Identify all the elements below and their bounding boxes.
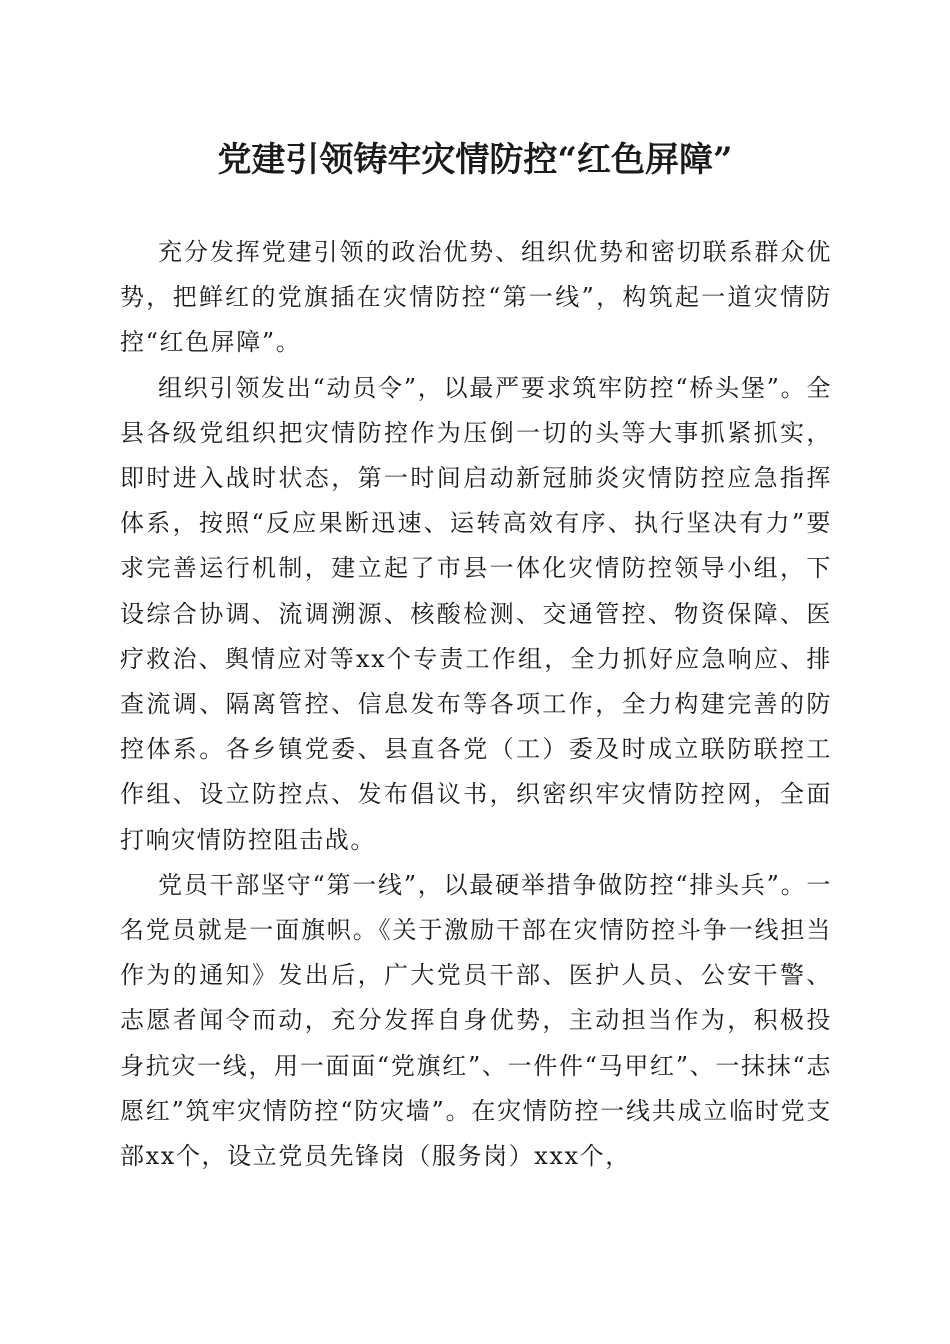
paragraph-party-members: 党员干部坚守“第一线”，以最硬举措争做防控“排头兵”。一名党员就是一面旗帜。《关于激励干部在灾情防控斗争一线担当作为的通知》发出后，广大党员干部、医护人员、公安干警、志愿者闻令而动，充分发挥自身优势，主动担当作为，积极投身抗灾一线，用一面面“党旗红”、一件件“马甲红”、一抹抹“志愿红”筑牢灾情防控“防灾墙”。在灾情防控一线共成立临时党支部xx个，设立党员先锋岗（服务岗）xxx个， xyxy=(120,870,832,1171)
document-title: 党建引领铸牢灾情防控“红色屏障” xyxy=(217,140,733,180)
paragraph-intro: 充分发挥党建引领的政治优势、组织优势和密切联系群众优势，把鲜红的党旗插在灾情防控“第一线”，构筑起一道灾情防控“红色屏障”。 xyxy=(120,238,832,357)
document-body xyxy=(120,230,832,1179)
paragraph-organization: 组织引领发出“动员令”，以最严要求筑牢防控“桥头堡”。全县各级党组织把灾情防控作为压倒一切的头等大事抓紧抓实，即时进入战时状态，第一时间启动新冠肺炎灾情防控应急指挥体系，按照“反应果断迅速、运转高效有序、执行坚决有力”要求完善运行机制，建立起了市县一体化灾情防控领导小组，下设综合协调、流调溯源、核酸检测、交通管控、物资保障、医疗救治、舆情应对等xx个专责工作组，全力抓好应急响应、排查流调、隔离管控、信息发布等各项工作，全力构建完善的防控体系。各乡镇党委、县直各党（工）委及时成立联防联控工作组、设立防控点、发布倡议书，织密织牢灾情防控网，全面打响灾情防控阻击战。 xyxy=(120,373,832,854)
